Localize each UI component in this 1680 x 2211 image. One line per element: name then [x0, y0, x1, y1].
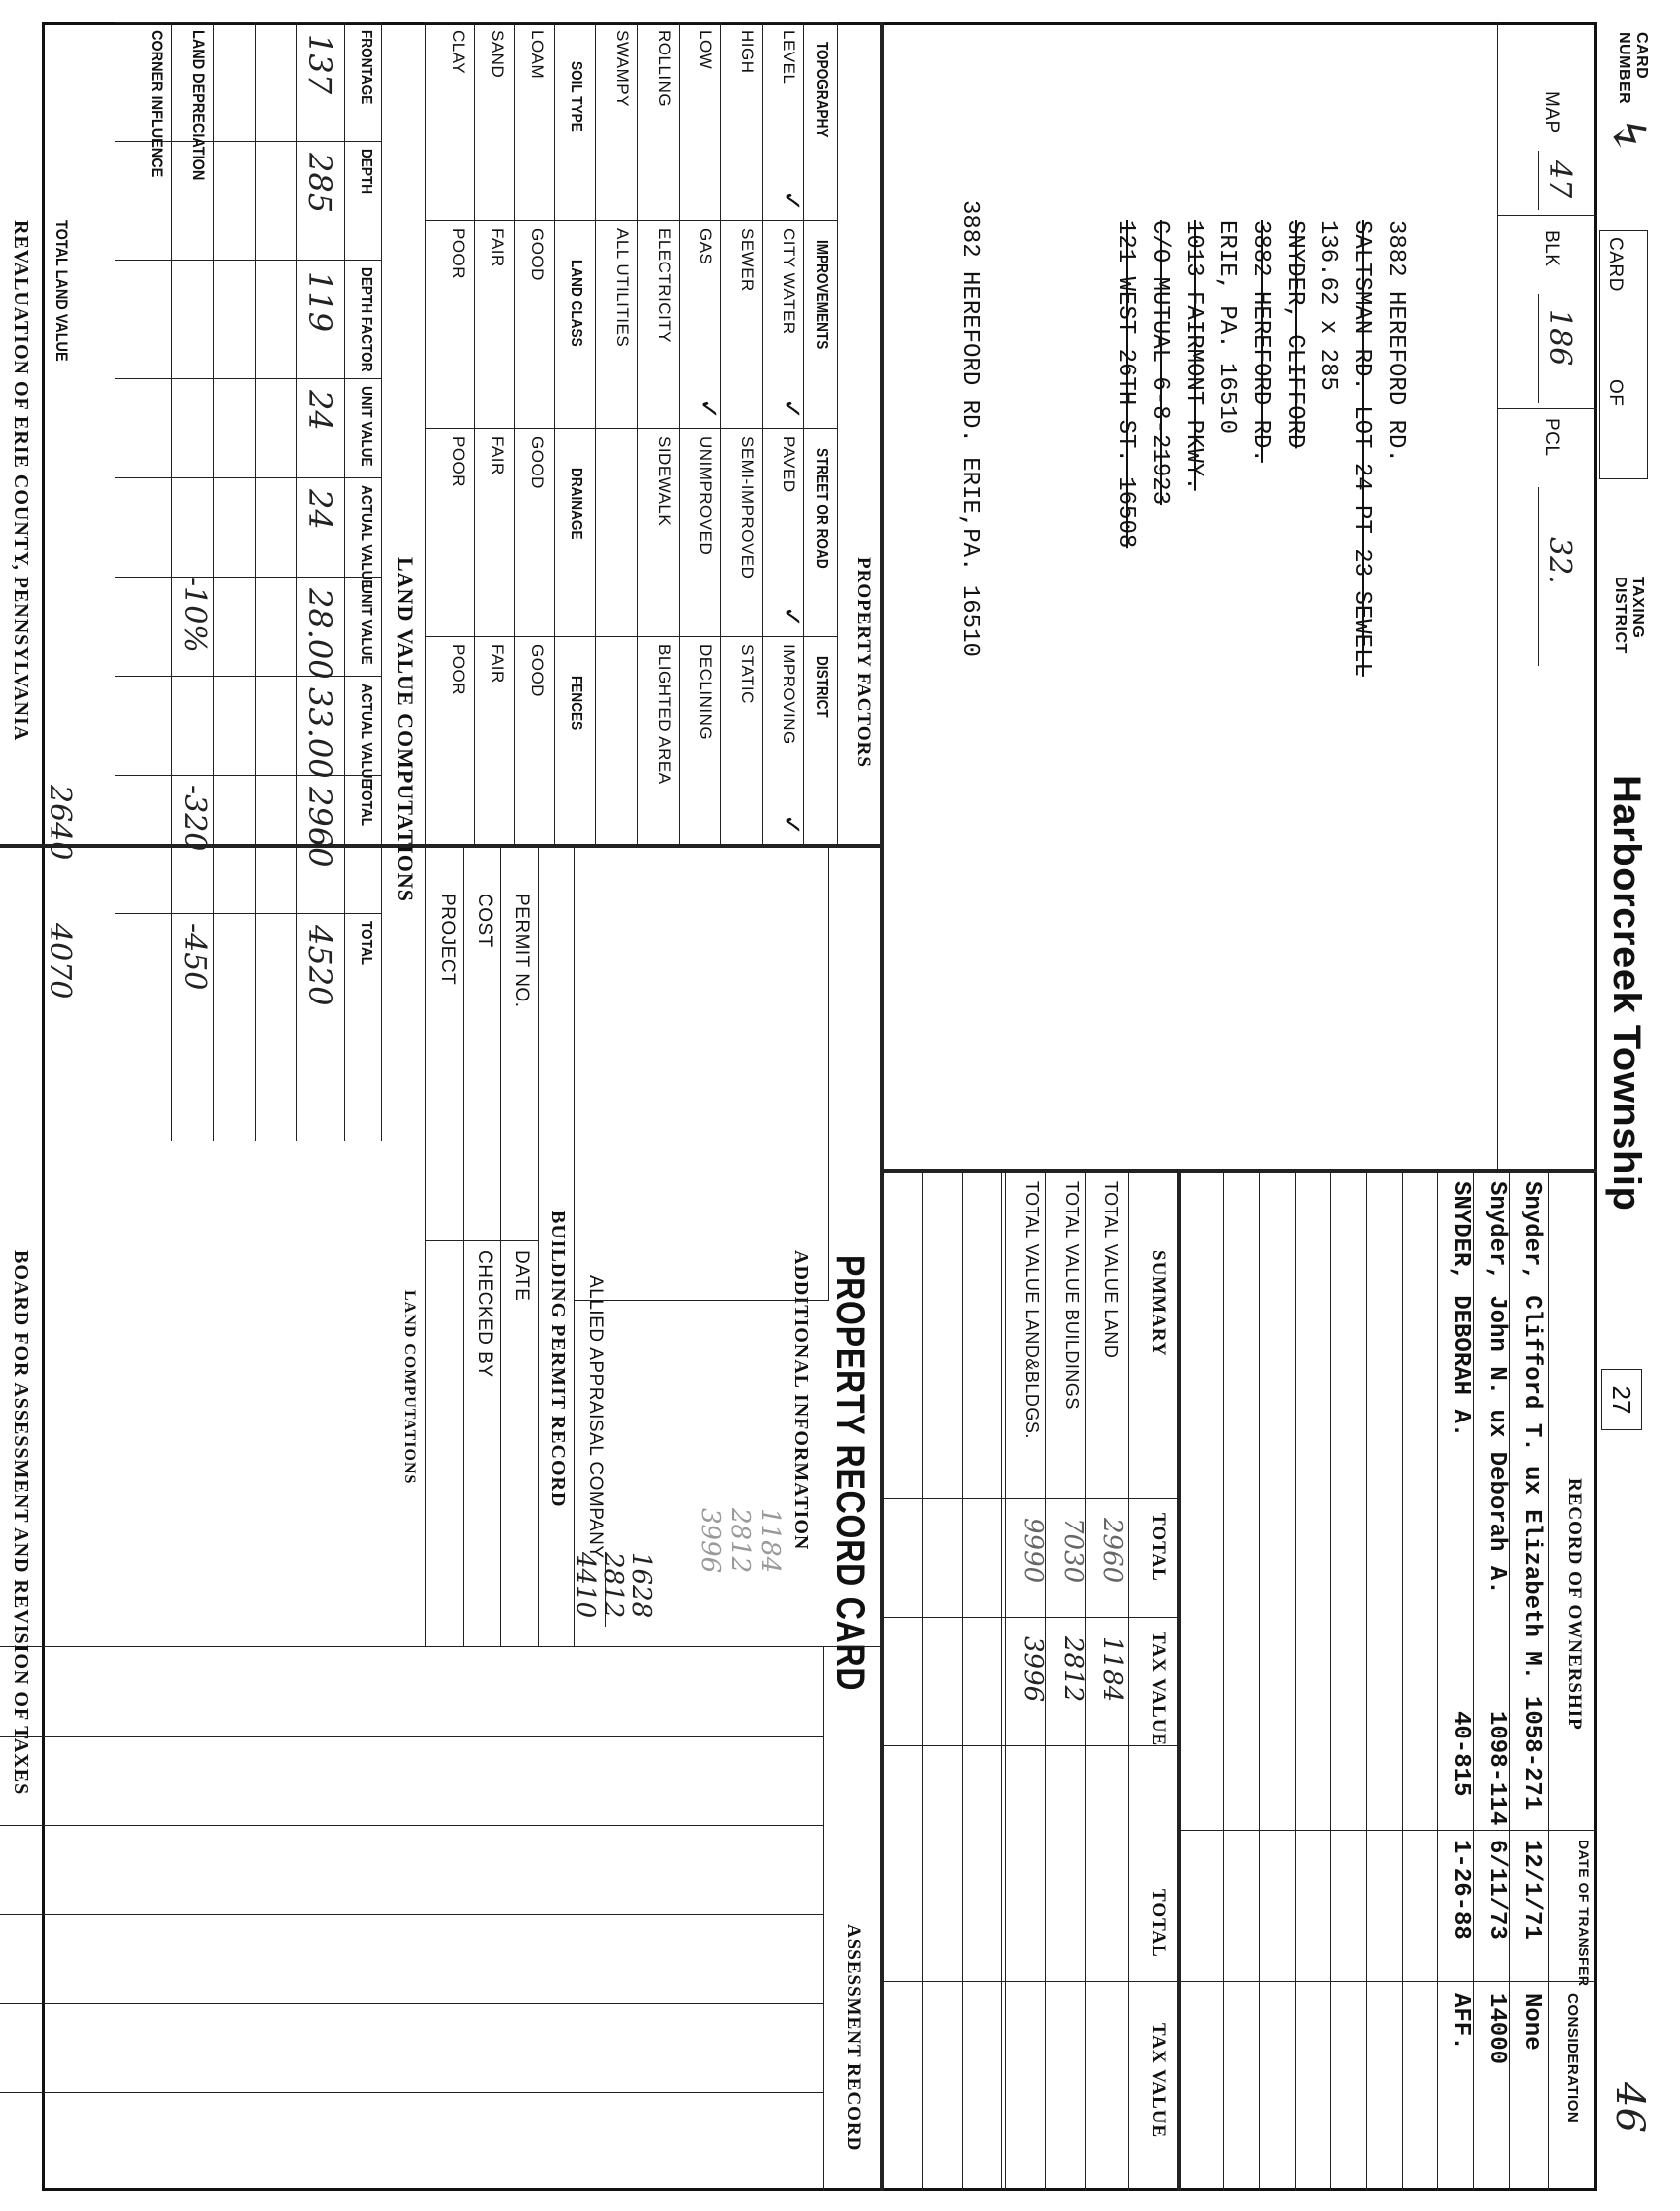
street-item: SEMI-IMPROVED — [738, 436, 757, 579]
owner-name: SNYDER, DEBORAH A. — [1447, 1181, 1474, 1438]
property-record-card-title: PROPERTY RECORD CARD — [828, 1255, 872, 1692]
note-3: 4410 — [571, 1552, 600, 1619]
footer-right: BOARD FOR ASSESSMENT AND REVISION OF TAXES — [10, 1250, 32, 1796]
project-label: PROJECT — [437, 894, 458, 986]
summary-row-total: 2960 — [1098, 1518, 1127, 1584]
deed-book: 40-815 — [1447, 1711, 1474, 1797]
fences-label: FENCES — [568, 676, 584, 731]
footer-left: REVALUATION OF ERIE COUNTY, PENNSYLVANIA — [10, 220, 32, 742]
lvc-value: 28.00 — [301, 588, 339, 680]
faint-note-3: 3996 — [695, 1508, 725, 1574]
handwritten-corner: 46 — [1607, 2082, 1652, 2133]
fences-item: FAIR — [488, 644, 507, 684]
district-item: DECLINING — [696, 644, 715, 741]
summary-row-label: TOTAL VALUE LAND — [1102, 1181, 1121, 1359]
lvc-value: 24 — [301, 390, 339, 431]
district-box: 27 — [1601, 1369, 1642, 1430]
lvc-column: FRONTAGE — [358, 30, 374, 105]
pcl-label: PCL — [1541, 418, 1562, 457]
permit-no-label: PERMIT NO. — [511, 894, 532, 1008]
drainage-item: POOR — [449, 436, 468, 488]
lvc-value: 24 — [301, 489, 339, 530]
allied-appraisal: ALLIED APPRAISAL COMPANY — [585, 1275, 606, 1559]
topography-item: LEVEL — [780, 30, 798, 85]
lvc-value: 285 — [301, 153, 339, 214]
township-title: Harborcreek Township — [1605, 775, 1648, 1211]
total-land-value2: 4070 — [43, 923, 77, 1000]
description-line: 1013 FAIRMONT PKWY. — [1180, 220, 1207, 491]
corner-influence-label: CORNER INFLUENCE — [148, 30, 166, 178]
district-item: IMPROVING — [780, 644, 798, 745]
land_class-label: LAND CLASS — [568, 260, 584, 347]
ownership-title: RECORD OF OWNERSHIP — [1564, 1478, 1585, 1731]
soil-item: SAND — [488, 30, 507, 79]
card-label: CARD — [1605, 237, 1626, 292]
card-number-label: CARD NUMBER — [1616, 32, 1650, 105]
summary-title: SUMMARY — [1148, 1250, 1169, 1357]
street-label: STREET OR ROAD — [813, 448, 830, 569]
of-label: OF — [1605, 379, 1626, 407]
fences-item: POOR — [449, 644, 468, 696]
description-line: 3882 HEREFORD RD. — [1247, 220, 1274, 463]
land-computations-label: LAND COMPUTATIONS — [401, 1290, 418, 1485]
land_class-item: FAIR — [488, 228, 507, 267]
improvements-item: CITY WATER — [780, 228, 798, 335]
improvements-item: ELECTRICITY — [655, 228, 674, 344]
description-line: C/O MUTUAL 6-8-21923 — [1146, 220, 1173, 506]
property-record-card — [10, 22, 1656, 2191]
transfer-date: 12/1/71 — [1519, 1840, 1545, 1940]
checked-by-label: CHECKED BY — [474, 1250, 495, 1378]
depreciation-pct: -10% — [177, 577, 212, 653]
topography-label: TOPOGRAPHY — [813, 42, 830, 138]
check-mark: ✓ — [777, 606, 806, 628]
improvements-item: GAS — [696, 228, 715, 265]
drainage-item: GOOD — [528, 436, 547, 489]
transfer-date: 1-26-88 — [1447, 1840, 1474, 1940]
description-line: 136.62 x 285 — [1314, 220, 1341, 391]
consideration-label: CONSIDERATION — [1564, 1993, 1581, 2124]
summary-row-tax: 2812 — [1058, 1636, 1088, 1703]
topography-item: ROLLING — [655, 30, 674, 108]
handwritten-initial: ↯ — [1603, 116, 1656, 155]
cost-label: COST — [474, 894, 495, 948]
district-item: BLIGHTED AREA — [655, 644, 674, 785]
soil-item: LOAM — [528, 30, 547, 80]
lvc-value: 137 — [301, 34, 339, 95]
description-line: 121 WEST 26TH ST. 16508 — [1112, 220, 1139, 549]
note-2: 2812 — [598, 1552, 628, 1619]
lvc-column: DEPTH — [358, 149, 374, 195]
land_class-item: POOR — [449, 228, 468, 280]
description-line: SALTSMAN RD. LOT 24 PT 23 SEWELL — [1348, 220, 1375, 677]
faint-note-2: 2812 — [725, 1508, 755, 1574]
date-of-transfer-label: DATE OF TRANSFER — [1576, 1840, 1592, 1987]
consideration: 14000 — [1483, 1993, 1510, 2065]
consideration: AFF. — [1447, 1993, 1474, 2051]
summary-tax-label: TAX VALUE — [1148, 1632, 1169, 1747]
lvc-column: TOTAL — [358, 783, 374, 827]
summary-row-total: 9990 — [1018, 1518, 1048, 1584]
district-label: DISTRICT — [813, 656, 830, 718]
street-item: UNIMPROVED — [696, 436, 715, 556]
lvc-column: TOTAL — [358, 921, 374, 966]
map-label: MAP — [1541, 91, 1562, 134]
card-of-box — [1599, 230, 1648, 479]
depreciation-total1: -320 — [177, 785, 212, 852]
improvements-item: ALL UTILITIES — [613, 228, 632, 348]
additional-information-label: ADDITIONAL INFORMATION — [790, 1250, 812, 1551]
soil-label: SOIL TYPE — [568, 61, 584, 132]
topography-item: HIGH — [738, 30, 757, 74]
check-mark: ✓ — [777, 398, 806, 420]
summary-row-tax: 3996 — [1018, 1636, 1048, 1703]
lvc-column: UNIT VALUE — [358, 584, 374, 665]
total-land-value1: 2640 — [43, 785, 77, 861]
summary-row-total: 7030 — [1058, 1518, 1088, 1584]
topography-item: SWAMPY — [613, 30, 632, 107]
taxing-district-label: TAXING DISTRICT — [1612, 577, 1646, 654]
consideration: None — [1519, 1993, 1545, 2051]
summary2-tax-label: TAX VALUE — [1148, 2023, 1169, 2139]
improvements-item: SEWER — [738, 228, 757, 292]
lvc-column: ACTUAL VALUE — [358, 684, 374, 788]
check-mark: ✓ — [777, 814, 806, 836]
summary-row-label: TOTAL VALUE LAND&BLDGS. — [1022, 1181, 1042, 1439]
soil-item: CLAY — [449, 30, 468, 75]
lvc-value: 33.00 — [301, 687, 339, 779]
current-address: 3882 HEREFORD RD. ERIE,PA. 16510 — [956, 200, 983, 657]
lvc-value: 2960 — [301, 787, 339, 868]
street-item: PAVED — [780, 436, 798, 493]
improvements-label: IMPROVEMENTS — [813, 240, 830, 350]
lvc-column: UNIT VALUE — [358, 386, 374, 467]
permit-date-label: DATE — [511, 1250, 532, 1302]
pcl-value: 32. — [1542, 537, 1577, 584]
building-permit-record: BUILDING PERMIT RECORD — [547, 1211, 569, 1508]
land-value-title: LAND VALUE COMPUTATIONS — [393, 557, 418, 902]
blk-value: 186 — [1542, 309, 1577, 367]
map-value: 47 — [1542, 160, 1577, 199]
property-factors-title: PROPERTY FACTORS — [853, 557, 874, 768]
blk-label: BLK — [1541, 230, 1562, 267]
description-line: SNYDER, CLIFFORD — [1281, 220, 1308, 449]
drainage-label: DRAINAGE — [568, 468, 584, 540]
topography-item: LOW — [696, 30, 715, 70]
summary-row-tax: 1184 — [1098, 1636, 1127, 1703]
land-depreciation-label: LAND DEPRECIATION — [189, 30, 208, 181]
summary-row-label: TOTAL VALUE BUILDINGS — [1062, 1181, 1082, 1410]
lvc-column: DEPTH FACTOR — [358, 267, 374, 372]
total-land-value-label: TOTAL LAND VALUE — [52, 220, 71, 362]
check-mark: ✓ — [693, 398, 723, 420]
description-line: ERIE, PA. 16510 — [1213, 220, 1240, 435]
fences-item: GOOD — [528, 644, 547, 697]
faint-note-1: 1184 — [755, 1508, 785, 1574]
check-mark: ✓ — [777, 190, 806, 212]
summary2-total-label: TOTAL — [1148, 1889, 1169, 1958]
lvc-value: 4520 — [301, 925, 339, 1006]
owner-name: Snyder, John N. ux Deborah A. — [1483, 1181, 1510, 1595]
street-item: SIDEWALK — [655, 436, 674, 527]
land_class-item: GOOD — [528, 228, 547, 281]
transfer-date: 6/11/73 — [1483, 1840, 1510, 1940]
drainage-item: FAIR — [488, 436, 507, 475]
owner-name: Snyder, Clifford T. ux Elizabeth M. — [1519, 1181, 1545, 1681]
assessment-title: ASSESSMENT RECORD — [843, 1924, 864, 2152]
lvc-column: ACTUAL VALUE — [358, 485, 374, 589]
description-line: 3882 HEREFORD RD. — [1382, 220, 1409, 463]
summary-total-label: TOTAL — [1148, 1513, 1169, 1582]
district-item: STATIC — [738, 644, 757, 704]
lvc-value: 119 — [301, 271, 339, 333]
deed-book: 1058-271 — [1519, 1696, 1545, 1811]
deed-book: 1098-114 — [1483, 1711, 1510, 1826]
note-1: 1628 — [626, 1552, 656, 1619]
depreciation-total2: -450 — [177, 923, 212, 991]
